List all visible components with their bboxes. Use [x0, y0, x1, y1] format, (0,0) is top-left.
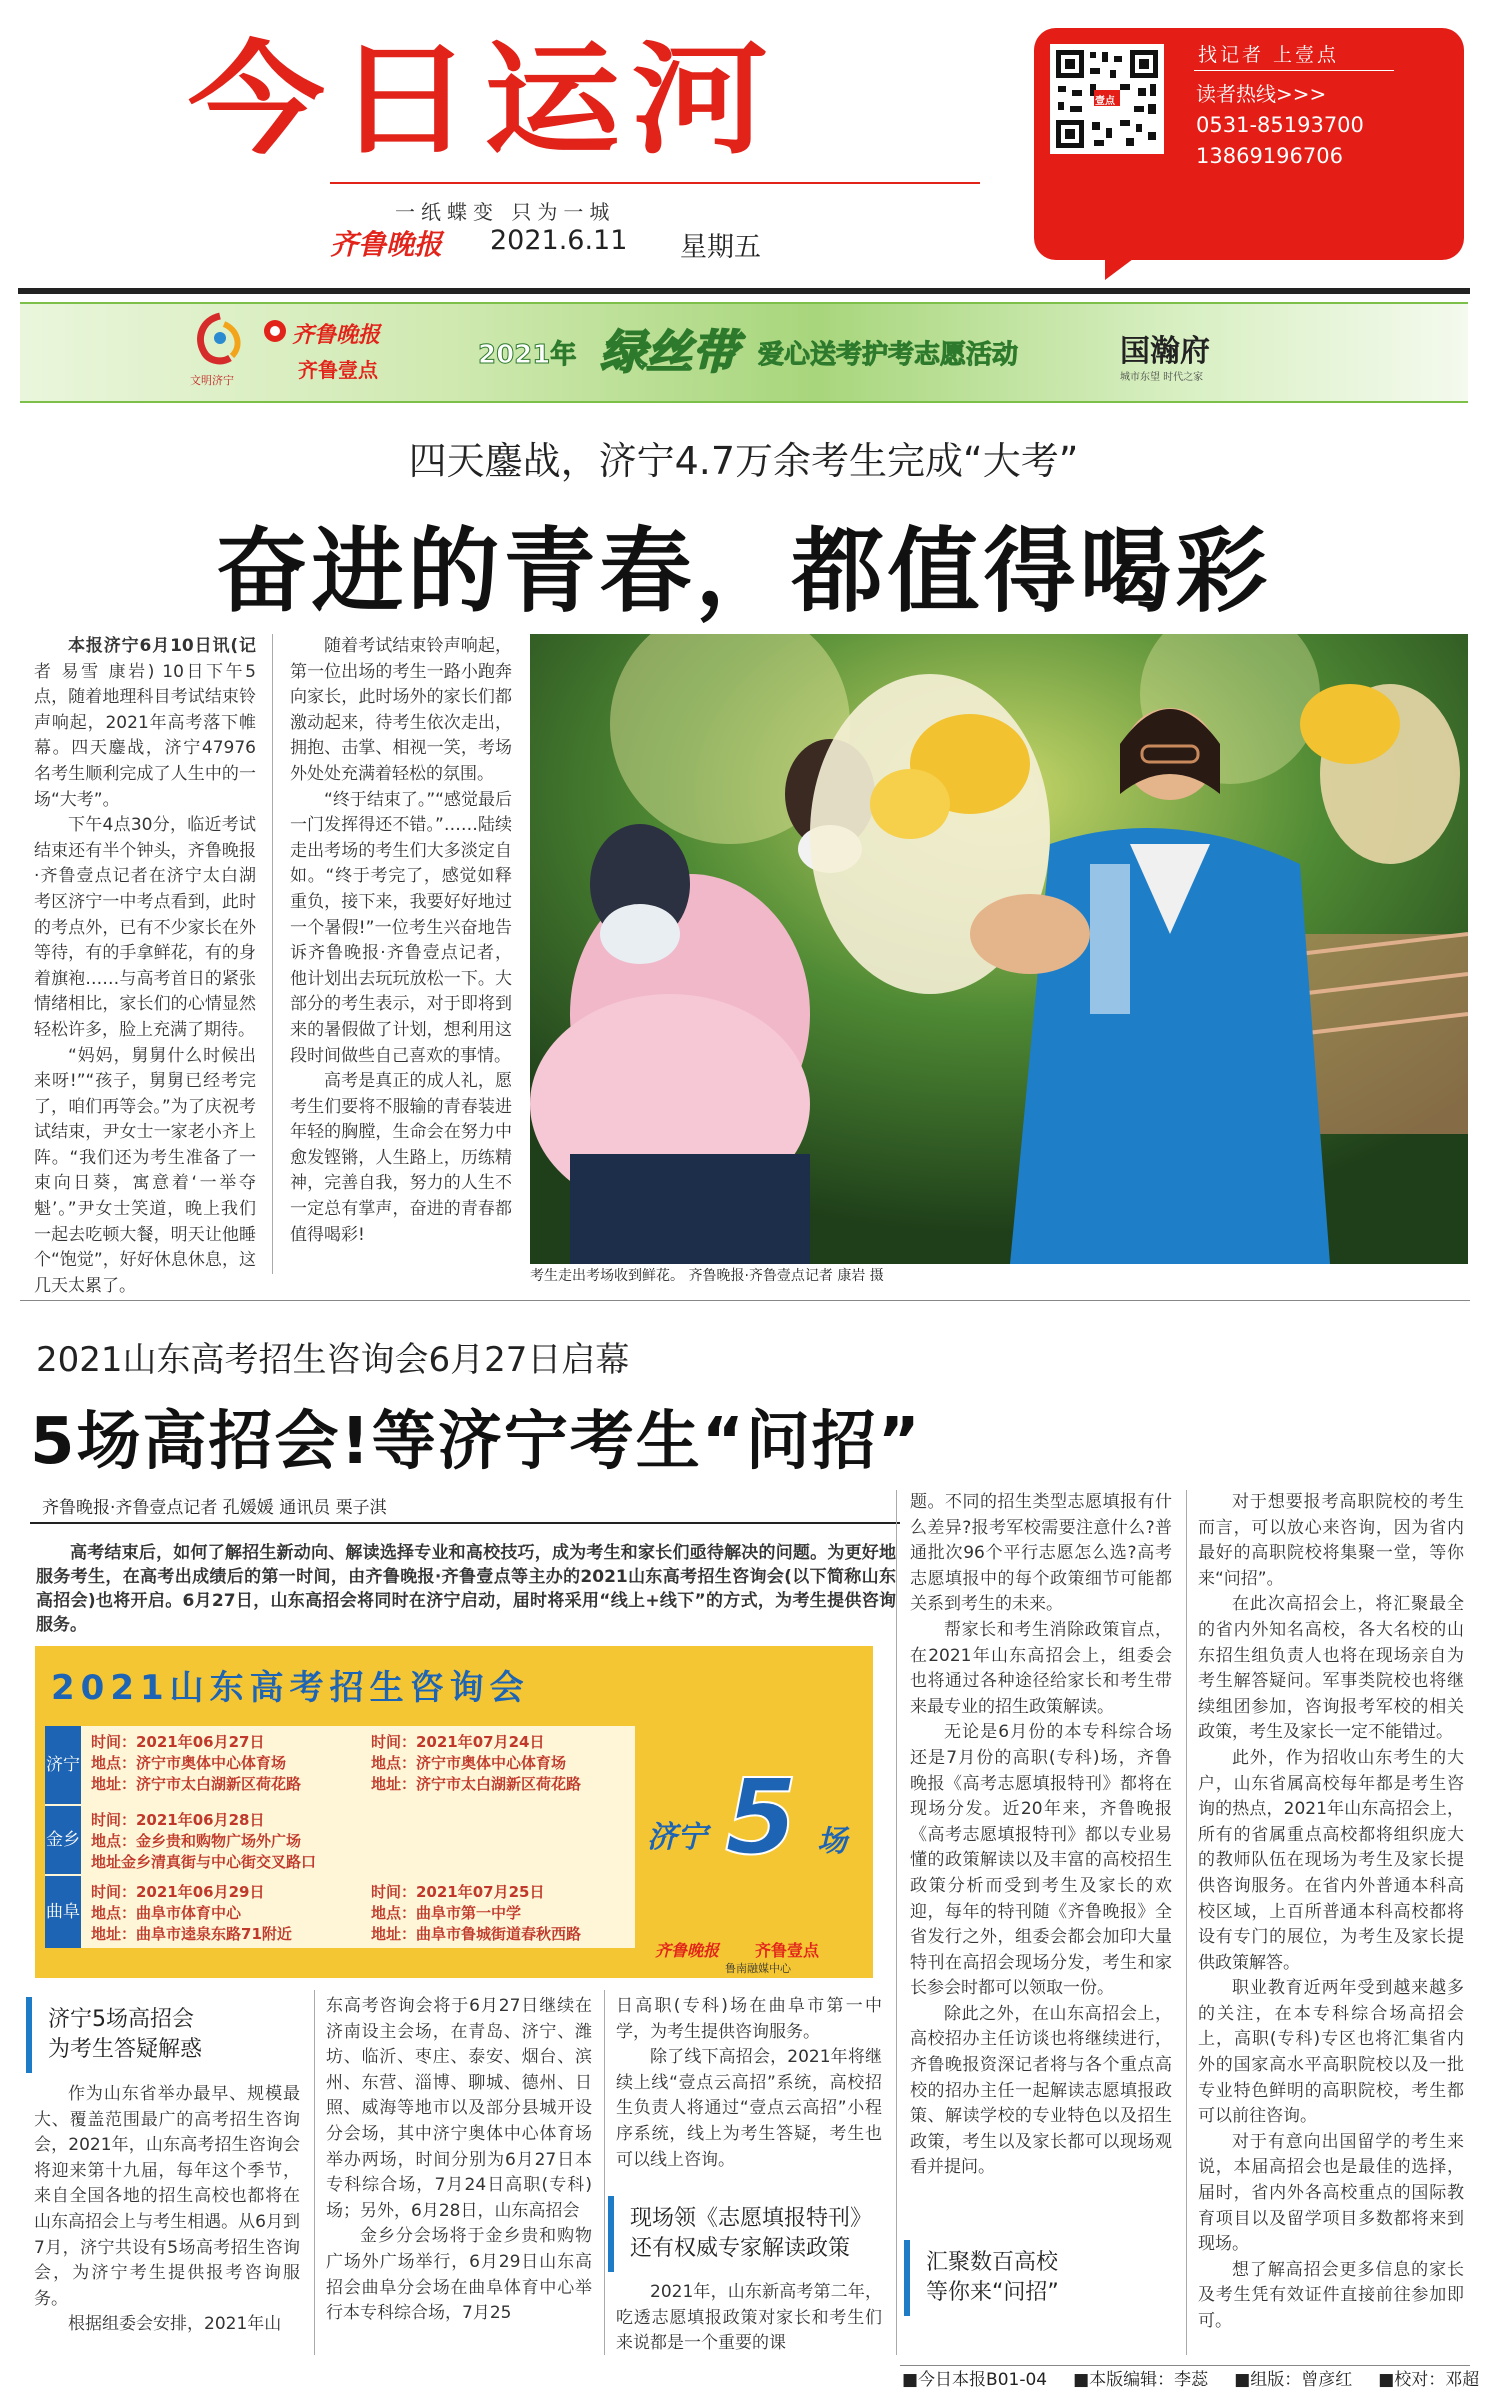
footer-layout: ■组版：曾彦红: [1234, 2370, 1353, 2390]
poster-session-venue: 地点：济宁市奥体中心体育场: [371, 1754, 567, 1772]
story2-subtitle: 2021山东高考招生咨询会6月27日启幕: [36, 1340, 630, 1380]
poster-session: [91, 1882, 292, 1945]
banner-sponsor-tagline: 城市东望 时代之家: [1120, 372, 1204, 383]
contact-find-reporter: 找记者 上壹点: [1198, 44, 1340, 66]
contact-divider: [1194, 70, 1394, 71]
story2-paragraph: 在此次高招会上，将汇聚最全的省内外知名高校，各大名校的山东招生组负责人也将在现场亲自为考生解答疑问。军事类院校也将继续组团参加，咨询报考军校的相关政策，考生及家长一定不能错过。: [1198, 1594, 1464, 1743]
footer-proof: ■校对：邓超: [1378, 2370, 1480, 2390]
masthead-underline: [330, 182, 980, 184]
contact-box-tail: [1105, 250, 1145, 280]
story1-subtitle: 四天鏖战，济宁4.7万余考生完成“大考”: [408, 439, 1079, 483]
poster-session-time: 时间：2021年06月27日: [91, 1733, 265, 1751]
story1-paragraph: 下午4点30分，临近考试结束还有半个钟头，齐鲁晚报·齐鲁壹点记者在济宁太白湖考区济宁一中考点看到，此时的考点外，已有不少家长在外等待，有的手拿鲜花，有的身着旗袍……与高考首日的紧张情绪相比，家长们的心情显然轻松许多，脸上充满了期待。: [34, 815, 256, 1040]
story2-paragraph: 题。不同的招生类型志愿填报有什么差异?报考军校需要注意什么?普通批次96个平行志愿怎么选?高考志愿填报中的每个政策细节可能都关系到考生的未来。: [910, 1492, 1172, 1615]
poster-session-time: 时间：2021年07月25日: [371, 1883, 545, 1901]
story2-paragraph: 对于有意向出国留学的考生来说，本届高招会也是最佳的选择，届时，省内外各高校重点的国际教育项目以及留学项目多数都将来到现场。: [1198, 2131, 1464, 2255]
story2-column-c2: [616, 2280, 882, 2357]
poster-session-venue: 地点：金乡贵和购物广场外广场: [91, 1832, 302, 1850]
story1-paragraph: 本报济宁6月10日讯(记者 易雪 康岩) 10日下午5点，随着地理科目考试结束铃声响起，2021年高考落下帷幕。四天鏖战，济宁47976名考生顺利完成了人生中的一场“大考”。: [34, 636, 256, 810]
poster-session-address: 地址：曲阜市逵泉东路71附近: [91, 1925, 292, 1943]
story2-paragraph: 除了线下高招会，2021年将继续上线“壹点云高招”系统，高校招生负责人将通过“壹点云高招”小程序系统，线上为考生答疑，考生也可以线上咨询。: [616, 2047, 882, 2170]
story2-column-d: [910, 1490, 1172, 2181]
column-divider: [604, 1990, 605, 2355]
poster-title: 2021山东高考招生咨询会: [51, 1668, 530, 1708]
story1-column-1: [34, 634, 256, 1299]
qr-badge-label: 壹点: [1095, 96, 1115, 107]
story1-paragraph: “妈妈，舅舅什么时候出来呀!”“孩子，舅舅已经考完了，咱们再等会。”为了庆祝考试结束，尹女士一家老小齐上阵。“我们还为考生准备了一束向日葵，寓意着‘一举夺魁’。”尹女士笑道，晚上我们一起去吃顿大餐，明天让他睡个“饱觉”，好好休息休息，这几天太累了。: [34, 1045, 256, 1296]
story2-paragraph: 想了解高招会更多信息的家长及考生凭有效证件直接前往参加即可。: [1198, 2259, 1464, 2331]
contact-phone-2[interactable]: 13869196706: [1196, 144, 1343, 168]
poster-session: [371, 1732, 581, 1795]
column-divider: [272, 634, 273, 1274]
banner-sponsor: 国瀚府: [1120, 334, 1210, 369]
page-footer: [902, 2365, 1479, 2390]
poster-session-venue: 地点：曲阜市体育中心: [91, 1904, 242, 1922]
story2-paragraph: 职业教育近两年受到越来越多的关注，在本专科综合场高招会上，高职(专科)专区也将汇集省内外的国家高水平高职院校以及一批专业特色鲜明的高职院校，考生都可以前往咨询。: [1198, 1978, 1464, 2127]
story1-photo-caption: 考生走出考场收到鲜花。 齐鲁晚报·齐鲁壹点记者 康岩 摄: [530, 1268, 884, 1284]
paper-name: 齐鲁晚报: [330, 228, 443, 261]
story2-paragraph: 作为山东省举办最早、规模最大、覆盖范围最广的高考招生咨询会，2021年，山东高考招生咨询会将迎来第十九届，每年这个季节，来自全国各地的招生高校也都将在山东高招会上与考生相遇。从6月到7月，济宁共设有5场高考招生咨询会，为济宁考生提供报考咨询服务。: [34, 2084, 300, 2309]
poster-session-venue: 地点：曲阜市第一中学: [371, 1904, 522, 1922]
story2-column-a: [34, 2082, 300, 2338]
story2-column-e: [1198, 1490, 1464, 2335]
banner-year: 2021年: [478, 340, 577, 370]
masthead-title: 今日运河: [188, 29, 780, 171]
story2-subhead-1: 济宁5场高招会 为考生答疑解惑: [26, 1997, 330, 2073]
masthead-slogan: 一纸蝶变 只为一城: [395, 200, 616, 224]
poster-session-time: 时间：2021年06月29日: [91, 1883, 265, 1901]
story2-paragraph: 无论是6月份的本专科综合场还是7月份的高职(专科)场，齐鲁晚报《高考志愿填报特刊》都将在现场分发。近20年来，齐鲁晚报《高考志愿填报特刊》都以专业易懂的政策解读以及丰富的高校招生政策分析而受到考生及家长的欢迎，每年的特刊随《齐鲁晚报》全省发行之外，组委会都会加印大量特刊在高招会现场分发，考生和家长参会时都可以领取一份。: [910, 1722, 1172, 1999]
banner-activity-name: 爱心送考护考志愿活动: [758, 340, 1019, 370]
story2-paragraph: 除此之外，在山东高招会上，高校招办主任访谈也将继续进行，齐鲁晚报资深记者将与各个重点高校的招办主任一起解读志愿填报政策、解读学校的专业特色以及招生政策，考生以及家长都可以现场观看并提问。: [910, 2003, 1172, 2178]
footer-editor: ■本版编辑：李蕊: [1073, 2370, 1209, 2390]
section-rule: [20, 1300, 1470, 1301]
story2-paragraph: 2021年，山东新高考第二年，吃透志愿填报政策对家长和考生们来说都是一个重要的课: [616, 2282, 882, 2354]
story2-paragraph: 日高职(专科)场在曲阜市第一中学，为考生提供咨询服务。: [616, 1996, 882, 2042]
story2-lead: 高考结束后，如何了解招生新动向、解读选择专业和高校技巧，成为考生和家长们亟待解决的问题。为更好地服务考生，在高考出成绩后的第一时间，由齐鲁晚报·齐鲁壹点等主办的2021山东高考招生咨询会(以下简称山东高招会)也将开启。6月27日，山东高招会将同时在济宁启动，届时将采用“线上+线下”的方式，为考生提供咨询服务。: [36, 1543, 896, 1635]
column-divider: [896, 1490, 897, 2355]
story2-column-b: [326, 1994, 592, 2327]
consultation-poster: [35, 1646, 873, 1978]
story2-paragraph: 对于想要报考高职院校的考生而言，可以放心来咨询，因为省内最好的高职院校将集聚一堂，等你来“问招”。: [1198, 1492, 1464, 1589]
poster-session-venue: 地点：济宁市奥体中心体育场: [91, 1754, 287, 1772]
poster-footer-app: 齐鲁壹点: [755, 1941, 820, 1960]
poster-session-time: 时间：2021年06月28日: [91, 1811, 265, 1829]
poster-city-count: 5: [725, 1756, 798, 1878]
story2-title: 5场高招会!等济宁考生“问招”: [30, 1405, 922, 1479]
banner-logo-paper: 齐鲁晚报: [292, 322, 381, 348]
poster-session-address: 地址：济宁市太白湖新区荷花路: [91, 1775, 302, 1793]
banner-green-ribbon: 绿丝带: [600, 325, 738, 379]
poster-session: [371, 1882, 581, 1945]
story2-column-c: [616, 1994, 882, 2173]
poster-place-jining: 济宁: [45, 1726, 81, 1804]
banner-logo-civilized-jining: 文明济宁: [190, 374, 234, 387]
footer-page-index: ■今日本报B01-04: [902, 2370, 1048, 2390]
masthead-rule: [18, 288, 1470, 294]
story1-paragraph: “终于结束了。”“感觉最后一门发挥得还不错。”……陆续走出考场的考生们大多淡定自如。“终于考完了，感觉如释重负，接下来，我要好好地过一个暑假!”一位考生兴奋地告诉齐鲁晚报·齐鲁壹点记者，他计划出去玩玩放松一下。大部分的考生表示，对于即将到来的暑假做了计划，想利用这段时间做些自己喜欢的事情。: [290, 789, 512, 1066]
contact-hotline-label: 读者热线>>>: [1196, 82, 1327, 106]
story2-byline: 齐鲁晚报·齐鲁壹点记者 孔媛媛 通讯员 栗子淇: [42, 1498, 387, 1518]
poster-session: [91, 1810, 316, 1873]
poster-place-qufu: 曲阜: [45, 1876, 81, 1948]
story2-paragraph: 金乡分会场将于金乡贵和购物广场外广场举行，6月29日山东高招会曲阜分会场在曲阜体育中心举行本专科综合场，7月25: [326, 2226, 592, 2324]
story1-photo: [530, 634, 1468, 1264]
story2-paragraph: 帮家长和考生消除政策盲点，在2021年山东高招会上，组委会也将通过各种途径给家长和考生带来最专业的招生政策解读。: [910, 1619, 1172, 1717]
poster-city-label: 济宁: [647, 1820, 707, 1855]
story2-subhead-3: 汇聚数百高校 等你来“问招”: [904, 2240, 1194, 2316]
story2-paragraph: 根据组委会安排，2021年山: [68, 2314, 282, 2335]
poster-footer-paper: 齐鲁晚报: [655, 1941, 720, 1960]
banner-logo-app: 齐鲁壹点: [298, 358, 378, 382]
poster-session-address: 地址：济宁市太白湖新区荷花路: [371, 1775, 582, 1793]
story1-paragraph: 随着考试结束铃声响起，第一位出场的考生一路小跑奔向家长，此时场外的家长们都激动起来，待考生依次走出，拥抱、击掌、相视一笑，考场外处处充满着轻松的氛围。: [290, 636, 512, 784]
story2-paragraph: 东高考咨询会将于6月27日继续在济南设主会场，在青岛、济宁、潍坊、临沂、枣庄、泰安、烟台、滨州、东营、淄博、聊城、德州、日照、威海等地市以及部分县城开设分会场，其中济宁奥体中心体育场举办两场，时间分别为6月27日本专科综合场，7月24日高职(专科)场；另外，6月28日，山东高招会: [326, 1996, 592, 2221]
story1-title: 奋进的青春，都值得喝彩: [215, 518, 1272, 625]
poster-city-suffix: 场: [817, 1824, 847, 1859]
poster-footer-center: 鲁南融媒中心: [725, 1962, 791, 1975]
poster-session-time: 时间：2021年07月24日: [371, 1733, 545, 1751]
poster-session-address: 地址：曲阜市鲁城街道春秋西路: [371, 1925, 582, 1943]
story2-subhead-2: 现场领《志愿填报特刊》 还有权威专家解读政策: [608, 2196, 906, 2272]
poster-place-jinxiang: 金乡: [45, 1806, 81, 1874]
story2-paragraph: 此外，作为招收山东考生的大户，山东省属高校每年都是考生咨询的热点，2021年山东高招会上，所有的省属重点高校都将组织庞大的教师队伍在现场为考生及家长提供咨询服务。在省内外普通本科高校区域，上百所普通本科高校都将设有专门的展位，为考生及家长提供政策解答。: [1198, 1747, 1464, 1973]
issue-weekday: 星期五: [680, 232, 761, 263]
poster-session-address: 地址金乡清真街与中心街交叉路口: [91, 1853, 317, 1871]
sunflower-logo-icon: [262, 318, 288, 344]
poster-session: [91, 1732, 301, 1795]
column-divider: [314, 1990, 315, 2355]
story1-paragraph: 高考是真正的成人礼，愿考生们要将不服输的青春装进年轻的胸膛，生命会在努力中愈发铿锵，人生路上，历练精神，完善自我，努力的人生不一定总有掌声，奋进的青春都值得喝彩!: [290, 1071, 512, 1245]
column-divider: [1186, 1490, 1187, 2355]
issue-date: 2021.6.11: [490, 225, 628, 256]
story1-column-2: [290, 634, 512, 1248]
byline-rule: [30, 1522, 900, 1524]
ribbon-logo-icon: [190, 312, 250, 370]
contact-phone-1[interactable]: 0531-85193700: [1196, 113, 1364, 137]
